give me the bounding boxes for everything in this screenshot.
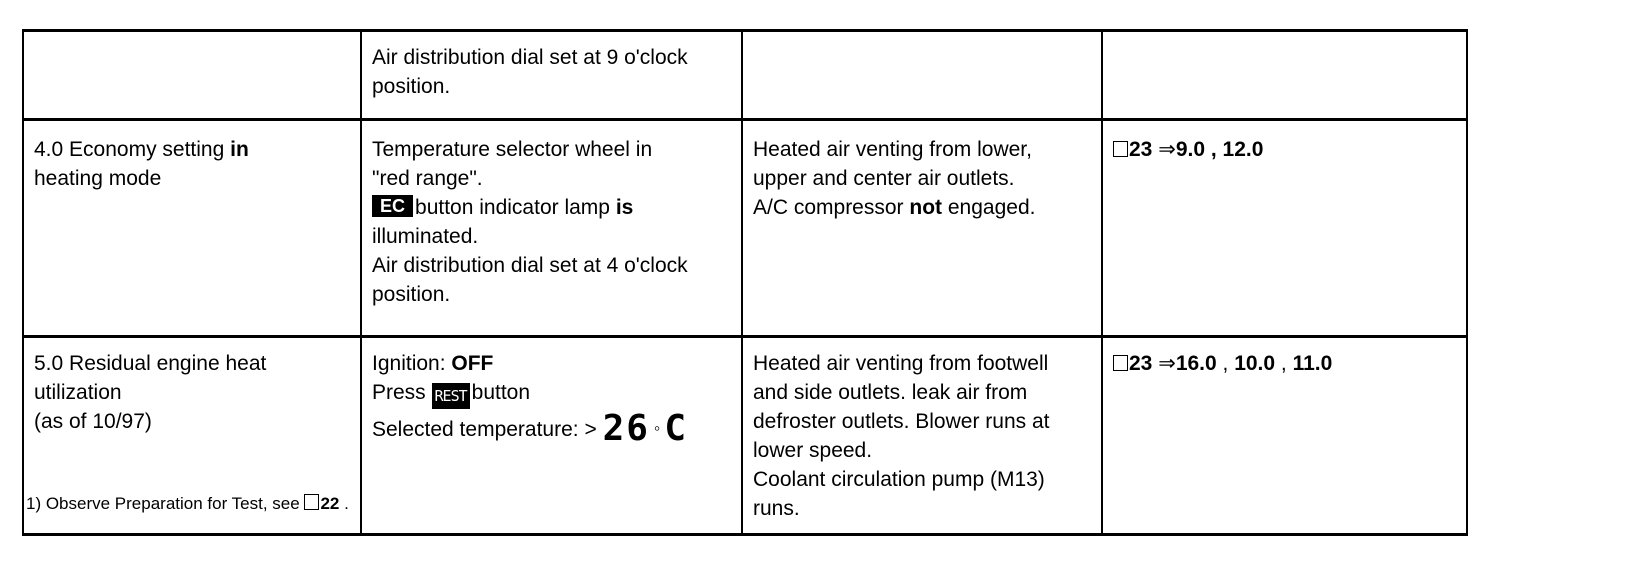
- condition-text: "red range".: [372, 167, 483, 190]
- step-title: (as of 10/97): [34, 410, 152, 433]
- condition-text: button: [471, 381, 531, 404]
- result-text: A/C compressor: [753, 196, 910, 219]
- result-cell: [742, 120, 1102, 337]
- page-reference[interactable]: 23: [1129, 138, 1153, 161]
- condition-text-bold: OFF: [451, 352, 494, 375]
- footnote-text: 1) Observe Preparation for Test, see: [26, 494, 305, 513]
- result-cell: [742, 337, 1102, 535]
- footnote-page-reference[interactable]: 22: [320, 494, 340, 513]
- condition-text: position.: [372, 283, 451, 306]
- arrow-icon: ⇒: [1158, 352, 1176, 375]
- step-title: heating mode: [34, 167, 162, 190]
- step-cell: [23, 120, 361, 337]
- document-reference-icon: [304, 494, 319, 510]
- ec-button-icon: EC: [372, 195, 413, 217]
- step-cell: [23, 31, 361, 120]
- step-reference[interactable]: 9.0 , 12.0: [1175, 138, 1264, 161]
- step-reference[interactable]: 10.0: [1234, 352, 1276, 375]
- test-procedure-table: [22, 29, 1468, 536]
- result-text: engaged.: [942, 196, 1036, 219]
- result-text: and side outlets. leak air from: [753, 381, 1028, 404]
- result-text: lower speed.: [753, 439, 873, 462]
- result-text: Heated air venting from footwell: [753, 352, 1049, 375]
- result-text: Heated air venting from lower,: [753, 138, 1032, 161]
- document-reference-icon: [1113, 141, 1128, 157]
- reference-cell: [1102, 337, 1467, 535]
- result-text: Coolant circulation pump (M13): [753, 468, 1045, 491]
- footnote: [26, 491, 349, 517]
- arrow-icon: ⇒: [1158, 138, 1176, 161]
- footnote-end: .: [339, 494, 349, 513]
- condition-text: Selected temperature: >: [372, 418, 603, 441]
- page-reference[interactable]: 23: [1129, 352, 1153, 375]
- step-title: utilization: [34, 381, 122, 404]
- condition-text: position.: [372, 75, 451, 98]
- condition-text: illuminated.: [372, 225, 479, 248]
- condition-text: Press: [372, 381, 432, 404]
- table-row: [23, 31, 1467, 120]
- condition-text: Temperature selector wheel in: [372, 138, 653, 161]
- step-title: 4.0 Economy setting: [34, 138, 231, 161]
- result-text: upper and center air outlets.: [753, 167, 1015, 190]
- result-text-bold: not: [909, 196, 943, 219]
- degree-icon: ◦: [653, 418, 661, 438]
- step-reference[interactable]: 16.0: [1175, 352, 1217, 375]
- separator: ,: [1216, 352, 1235, 375]
- result-cell: [742, 31, 1102, 120]
- step-title-bold: in: [230, 138, 249, 161]
- rest-button-icon: REST: [432, 383, 470, 409]
- step-reference[interactable]: 11.0: [1292, 352, 1333, 375]
- reference-cell: [1102, 31, 1467, 120]
- condition-cell: [361, 337, 742, 535]
- step-title: 5.0 Residual engine heat: [34, 352, 267, 375]
- temperature-unit: C: [664, 408, 688, 449]
- temperature-display: 26: [602, 408, 650, 449]
- separator: ,: [1275, 352, 1293, 375]
- condition-text: Ignition:: [372, 352, 452, 375]
- result-text: defroster outlets. Blower runs at: [753, 410, 1050, 433]
- condition-text: Air distribution dial set at 4 o'clock: [372, 254, 688, 277]
- document-reference-icon: [1113, 355, 1128, 371]
- condition-text-bold: is: [615, 196, 634, 219]
- condition-cell: [361, 120, 742, 337]
- condition-text: Air distribution dial set at 9 o'clock: [372, 46, 688, 69]
- reference-cell: [1102, 120, 1467, 337]
- condition-text: button indicator lamp: [415, 196, 616, 219]
- result-text: runs.: [753, 497, 800, 520]
- condition-cell: [361, 31, 742, 120]
- table-row: [23, 120, 1467, 337]
